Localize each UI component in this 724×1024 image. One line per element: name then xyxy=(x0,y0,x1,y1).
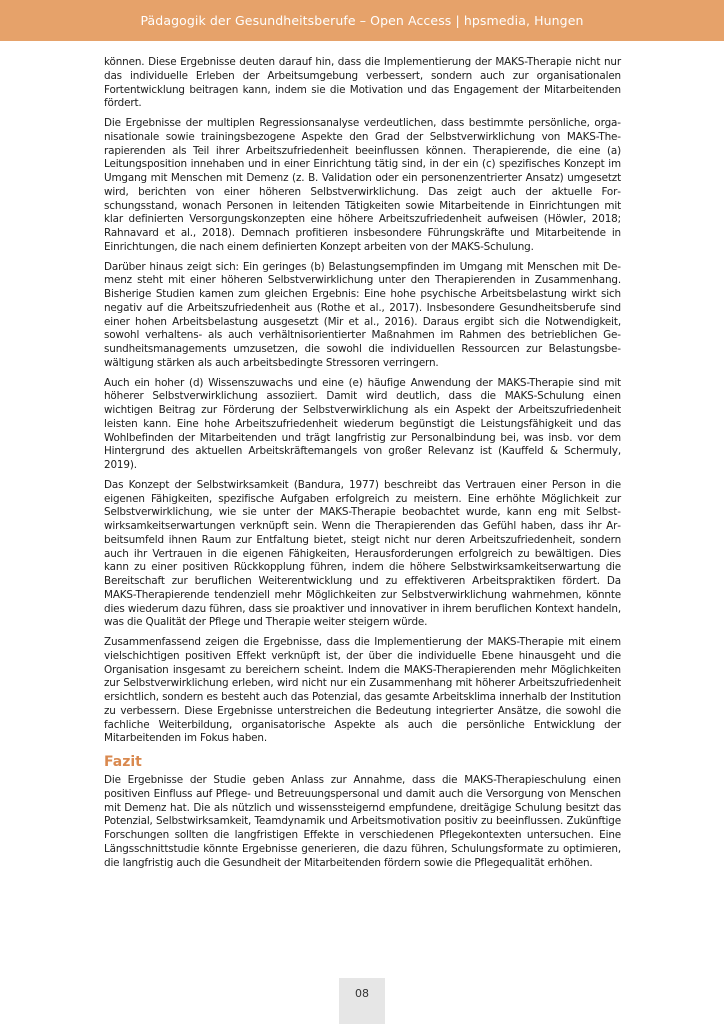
article-body xyxy=(104,56,621,876)
fazit-paragraph: Die Ergebnisse der Studie geben Anlass zur Annahme, dass die MAKS-Therapieschulung einen positiven Einfluss auf Pflege- und Betreuungspersonal und damit auch die Versorgung von Menschen mit Demenz hat. Die als nützlich und wissenssteigernd empfundene, dreitägige Schulung besitzt das Potenzial, Selbstwirksamkeit, Teamdynamik und Arbeitsmotivation positiv zu beeinflussen. Zukünftige Forschungen sollten die langfristigen Effekte in verschiedenen Pflegekontexten untersuchen. Eine Längsschnittstudie könnte Ergebnisse generieren, die dazu führen, Schulungsformate zu optimieren, die langfristig auch die Gesundheit der Mitarbeitenden fördern sowie die Pflegequalität erhöhen. xyxy=(104,774,621,869)
journal-header-banner xyxy=(0,0,724,41)
body-paragraph: Darüber hinaus zeigt sich: Ein geringes (b) Belastungsempfinden im Umgang mit Menschen mit Demenz steht mit einer höheren Selbstverwirklichung unter den Therapierenden in Zusammenhang. Bisherige Studien kamen zum gleichen Ergebnis: Eine hohe psychische Arbeitsbelastung wirkt sich negativ auf die Arbeitszufriedenheit aus (Rothe et al., 2017). Insbesondere Gesundheitsberufe sind einer hohen Arbeitsbelastung ausgesetzt (Mir et al., 2016). Daraus ergibt sich die Notwendigkeit, sowohl verhaltens- als auch verhältnisorientierter Maßnahmen im Rahmen des betrieblichen Gesundheitsmanagements umzusetzen, die sowohl die individuellen Ressourcen zur Belastungsbewältigung stärken als auch arbeitsbedingte Stressoren verringern. xyxy=(104,260,621,369)
body-paragraph: Zusammenfassend zeigen die Ergebnisse, dass die Implementierung der MAKS-Therapie mit einem vielschichtigen positiven Effekt verknüpft ist, der über die individuelle Ebene hinausgeht und die Organisation insgesamt zu bereichern scheint. Indem die MAKS-Therapierenden mehr Möglichkeiten zur Selbstverwirklichung erleben, wird nicht nur ein Zusammenhang mit höherer Arbeitszufriedenheit ersichtlich, sondern es besteht auch das Potenzial, das gesamte Arbeitsklima innerhalb der Institution zu verbessern. Diese Ergebnisse unterstreichen die Bedeutung integrierter Ansätze, die sowohl die fachliche Weiterbildung, organisatorische Aspekte als auch die persönliche Entwicklung der Mitarbeitenden im Fokus haben. xyxy=(104,636,621,745)
body-paragraph: Das Konzept der Selbstwirksamkeit (Bandura, 1977) beschreibt das Vertrauen einer Person in die eigenen Fähigkeiten, spezifische Aufgaben erfolgreich zu meistern. Eine erhöhte Möglichkeit zur Selbstverwirklichung, wie sie unter der MAKS-Therapie beobachtet wurde, kann eng mit Selbstwirksamkeitserwartungen verknüpft sein. Wenn die Therapierenden das Gefühl haben, dass ihr Arbeitsumfeld ihnen Raum zur Entfaltung bietet, steigt nicht nur deren Arbeitszufriedenheit, sondern auch ihr Vertrauen in die eigenen Fähigkeiten, Herausforderungen erfolgreich zu bewältigen. Dies kann zu einer positiven Rückkopplung führen, indem die höhere Selbstwirksamkeitserwartung die Bereitschaft zur beruflichen Weiterentwicklung und zu effektiveren Arbeitspraktiken fördert. Da MAKS-Therapierende tendenziell mehr Möglichkeiten zur Selbstverwirklichung wahrnehmen, könnte dies wiederum dazu führen, dass sie proaktiver und innovativer in ihrem beruflichen Kontext handeln, was die Qualität der Pflege und Therapie weiter steigern würde. xyxy=(104,478,621,629)
body-paragraph: können. Diese Ergebnisse deuten darauf hin, dass die Implementierung der MAKS-Therapie nicht nur das individuelle Erleben der Arbeitsumgebung verbessert, sondern auch zur organisationalen Fortentwicklung beitragen kann, indem sie die Motivation und das Engagement der Mitarbeitenden fördert. xyxy=(104,56,621,110)
page-number: 08 xyxy=(355,987,369,1000)
journal-title: Pädagogik der Gesundheitsberufe – Open Access | hpsmedia, Hungen xyxy=(140,13,584,28)
section-heading-fazit: Fazit xyxy=(104,754,142,770)
page-number-box xyxy=(339,978,385,1024)
body-paragraph: Auch ein hoher (d) Wissenszuwachs und eine (e) häufige Anwendung der MAKS-Therapie sind mit höherer Selbstverwirklichung assoziiert. Damit wird deutlich, dass die MAKS-Schulung einen wichtigen Beitrag zur Förderung der Selbstverwirklichung als ein Aspekt der Arbeitszufriedenheit leisten kann. Eine hohe Arbeitszufriedenheit wiederum begünstigt die Leistungsfähigkeit und das Wohlbefinden der Mitarbeitenden und trägt langfristig zur Personalbindung bei, was insb. vor dem Hintergrund des aktuellen Arbeitskräftemangels von großer Relevanz ist (Kauffeld & Schermuly, 2019). xyxy=(104,376,621,471)
body-paragraph: Die Ergebnisse der multiplen Regressionsanalyse verdeutlichen, dass bestimmte persönliche, organisationale sowie trainingsbezogene Aspekte den Grad der Selbstverwirklichung von MAKS-Therapierenden als Teil ihrer Arbeitszufriedenheit beeinflussen können. Therapierende, die eine (a) Leitungsposition innehaben und in einer Einrichtung tätig sind, in der ein (c) spezifisches Konzept im Umgang mit Menschen mit Demenz (z. B. Validation oder ein personenzentrierter Ansatz) umgesetzt wird, berichten von einer höheren Selbstverwirklichung. Das zeigt auch der aktuelle Forschungsstand, wonach Personen in leitenden Tätigkeiten sowie Mitarbeitende in Einrichtungen mit klar definierten Versorgungskonzepten eine höhere Arbeitszufriedenheit aufweisen (Höwler, 2018; Rahnavard et al., 2018). Demnach profitieren insbesondere Führungskräfte und Mitarbeitende in Einrichtungen, die nach einem definierten Konzept arbeiten von der MAKS-Schulung. xyxy=(104,117,621,253)
